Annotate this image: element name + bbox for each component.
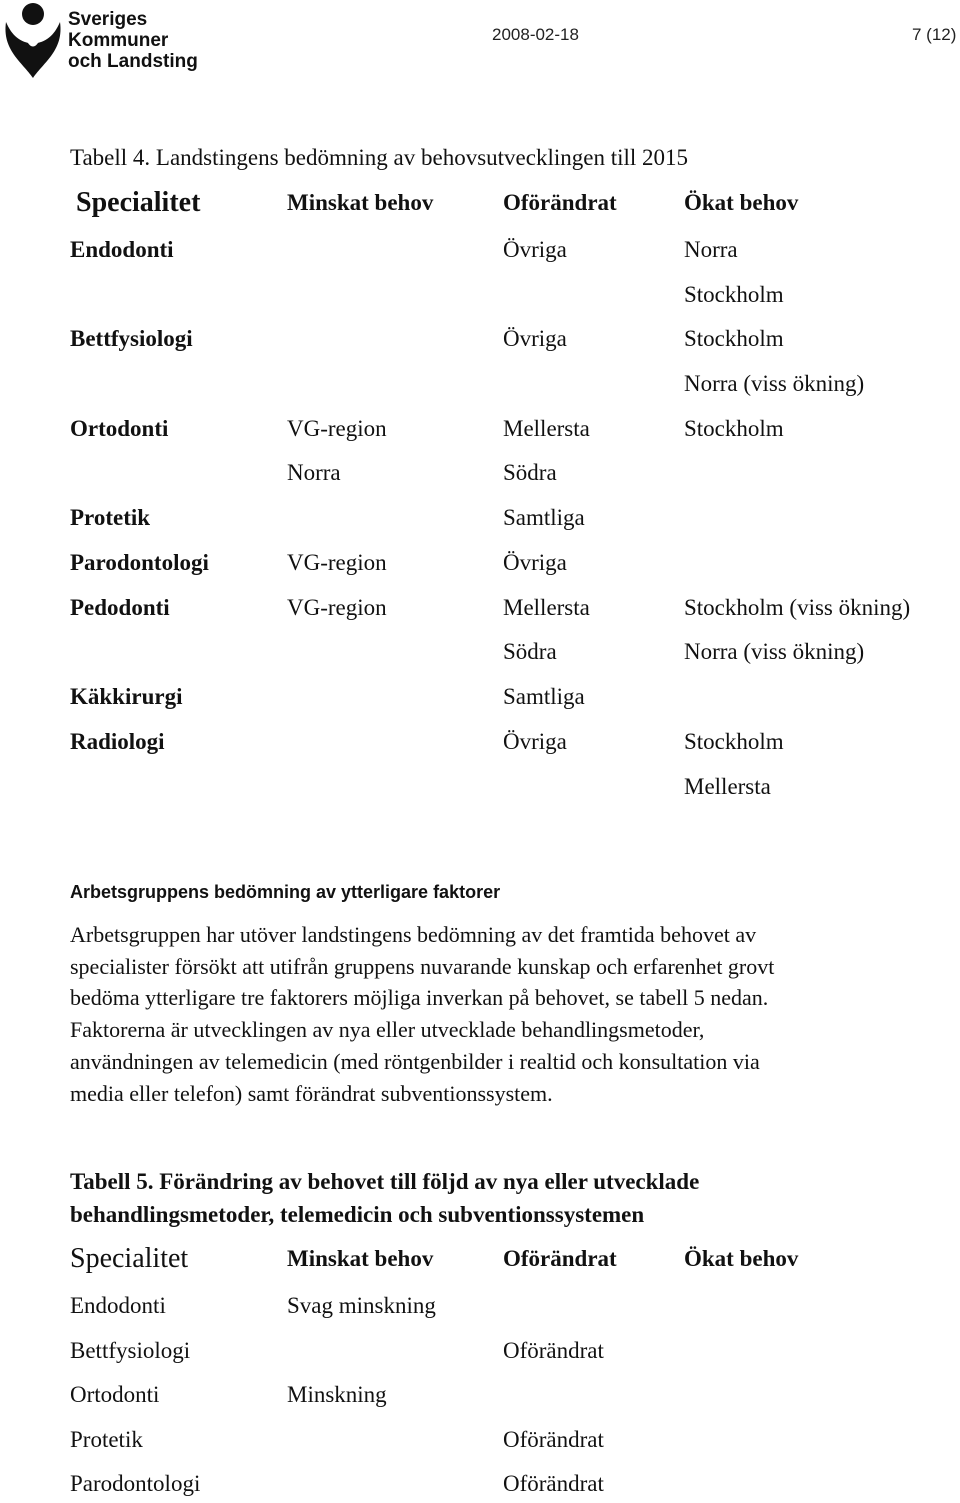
table4-row-specialty: Bettfysiologi — [70, 326, 193, 351]
table5-cell-minskat: Svag minskning — [287, 1293, 436, 1318]
table4-cell-oforandrat: Övriga — [503, 550, 567, 575]
table5-header-okat: Ökat behov — [684, 1246, 799, 1271]
logo-text-line-3: och Landsting — [68, 51, 198, 72]
table4-title: Tabell 4. Landstingens bedömning av behovsutvecklingen till 2015 — [70, 145, 689, 170]
table5-row-specialty: Protetik — [70, 1427, 143, 1452]
table4-cell-minskat: VG-region — [287, 550, 387, 575]
paragraph-line: media eller telefon) samt förändrat subventionssystem. — [70, 1081, 553, 1106]
paragraph-line: Faktorerna är utvecklingen av nya eller utvecklade behandlingsmetoder, — [70, 1017, 705, 1042]
table5-cell-minskat: Minskning — [287, 1382, 387, 1407]
table4-cell-okat: Stockholm — [684, 416, 784, 441]
logo-text-line-1: Sveriges — [68, 9, 148, 30]
table4-cell-oforandrat: Övriga — [503, 326, 567, 351]
header-date: 2008-02-18 — [492, 25, 579, 44]
table4-header-okat: Ökat behov — [684, 190, 799, 215]
table4-row-specialty: Protetik — [70, 505, 151, 530]
table5-row-specialty: Endodonti — [70, 1293, 166, 1318]
table4-cell-oforandrat: Mellersta — [503, 595, 590, 620]
table4-cell-okat: Norra — [684, 237, 738, 262]
table4-cell-okat: Stockholm — [684, 282, 784, 307]
table5-header-minskat: Minskat behov — [287, 1246, 434, 1271]
table4-header-specialitet: Specialitet — [76, 187, 201, 218]
table4-cell-okat: Stockholm — [684, 326, 784, 351]
table4-cell-oforandrat: Samtliga — [503, 684, 585, 709]
table4-cell-oforandrat: Övriga — [503, 729, 567, 754]
table4-cell-minskat: VG-region — [287, 416, 387, 441]
table4-row-specialty: Ortodonti — [70, 416, 169, 441]
table4-cell-oforandrat: Övriga — [503, 237, 567, 262]
table4-header-minskat: Minskat behov — [287, 190, 434, 215]
table4-cell-okat: Stockholm — [684, 729, 784, 754]
section-heading: Arbetsgruppens bedömning av ytterligare faktorer — [70, 882, 501, 902]
table5-title-line-1: Tabell 5. Förändring av behovet till följd av nya eller utvecklade — [70, 1169, 700, 1194]
table5-row-specialty: Ortodonti — [70, 1382, 160, 1407]
table4-cell-okat: Norra (viss ökning) — [684, 371, 865, 396]
table4-cell-oforandrat: Södra — [503, 639, 557, 664]
paragraph-line: bedöma ytterligare tre faktorers möjliga inverkan på behovet, se tabell 5 nedan. — [70, 985, 769, 1010]
table4-cell-oforandrat: Södra — [503, 460, 557, 485]
table4-row-specialty: Endodonti — [70, 237, 174, 262]
table5-header-oforandrat: Oförändrat — [503, 1246, 617, 1271]
paragraph-line: Arbetsgruppen har utöver landstingens bedömning av det framtida behovet av — [70, 922, 757, 947]
paragraph-line: specialister försökt att utifrån gruppens nuvarande kunskap och erfarenhet grovt — [70, 954, 775, 979]
logo-emblem-icon — [2, 0, 64, 80]
table4-cell-okat: Mellersta — [684, 774, 771, 799]
table4-cell-minskat: VG-region — [287, 595, 387, 620]
table4-cell-okat: Norra (viss ökning) — [684, 639, 865, 664]
table4-row-specialty: Käkkirurgi — [70, 684, 183, 709]
table5-cell-oforandrat: Oförändrat — [503, 1427, 604, 1452]
table4-row-specialty: Parodontologi — [70, 550, 209, 575]
organization-logo — [0, 0, 200, 80]
table5-header-specialitet: Specialitet — [70, 1243, 189, 1274]
table4-header-oforandrat: Oförändrat — [503, 190, 617, 215]
table5-cell-oforandrat: Oförändrat — [503, 1471, 604, 1496]
table4-row-specialty: Pedodonti — [70, 595, 170, 620]
table5-row-specialty: Parodontologi — [70, 1471, 201, 1496]
table4-cell-minskat: Norra — [287, 460, 341, 485]
table4-cell-oforandrat: Samtliga — [503, 505, 585, 530]
table5-title-line-2: behandlingsmetoder, telemedicin och subventionssystemen — [70, 1202, 645, 1227]
table4-row-specialty: Radiologi — [70, 729, 165, 754]
logo-text-line-2: Kommuner — [68, 30, 169, 51]
table5-cell-oforandrat: Oförändrat — [503, 1338, 604, 1363]
header-page-number: 7 (12) — [912, 25, 957, 44]
table4-cell-oforandrat: Mellersta — [503, 416, 590, 441]
table4-cell-okat: Stockholm (viss ökning) — [684, 595, 911, 620]
table5-row-specialty: Bettfysiologi — [70, 1338, 191, 1363]
paragraph-line: användningen av telemedicin (med röntgenbilder i realtid och konsultation via — [70, 1049, 760, 1074]
